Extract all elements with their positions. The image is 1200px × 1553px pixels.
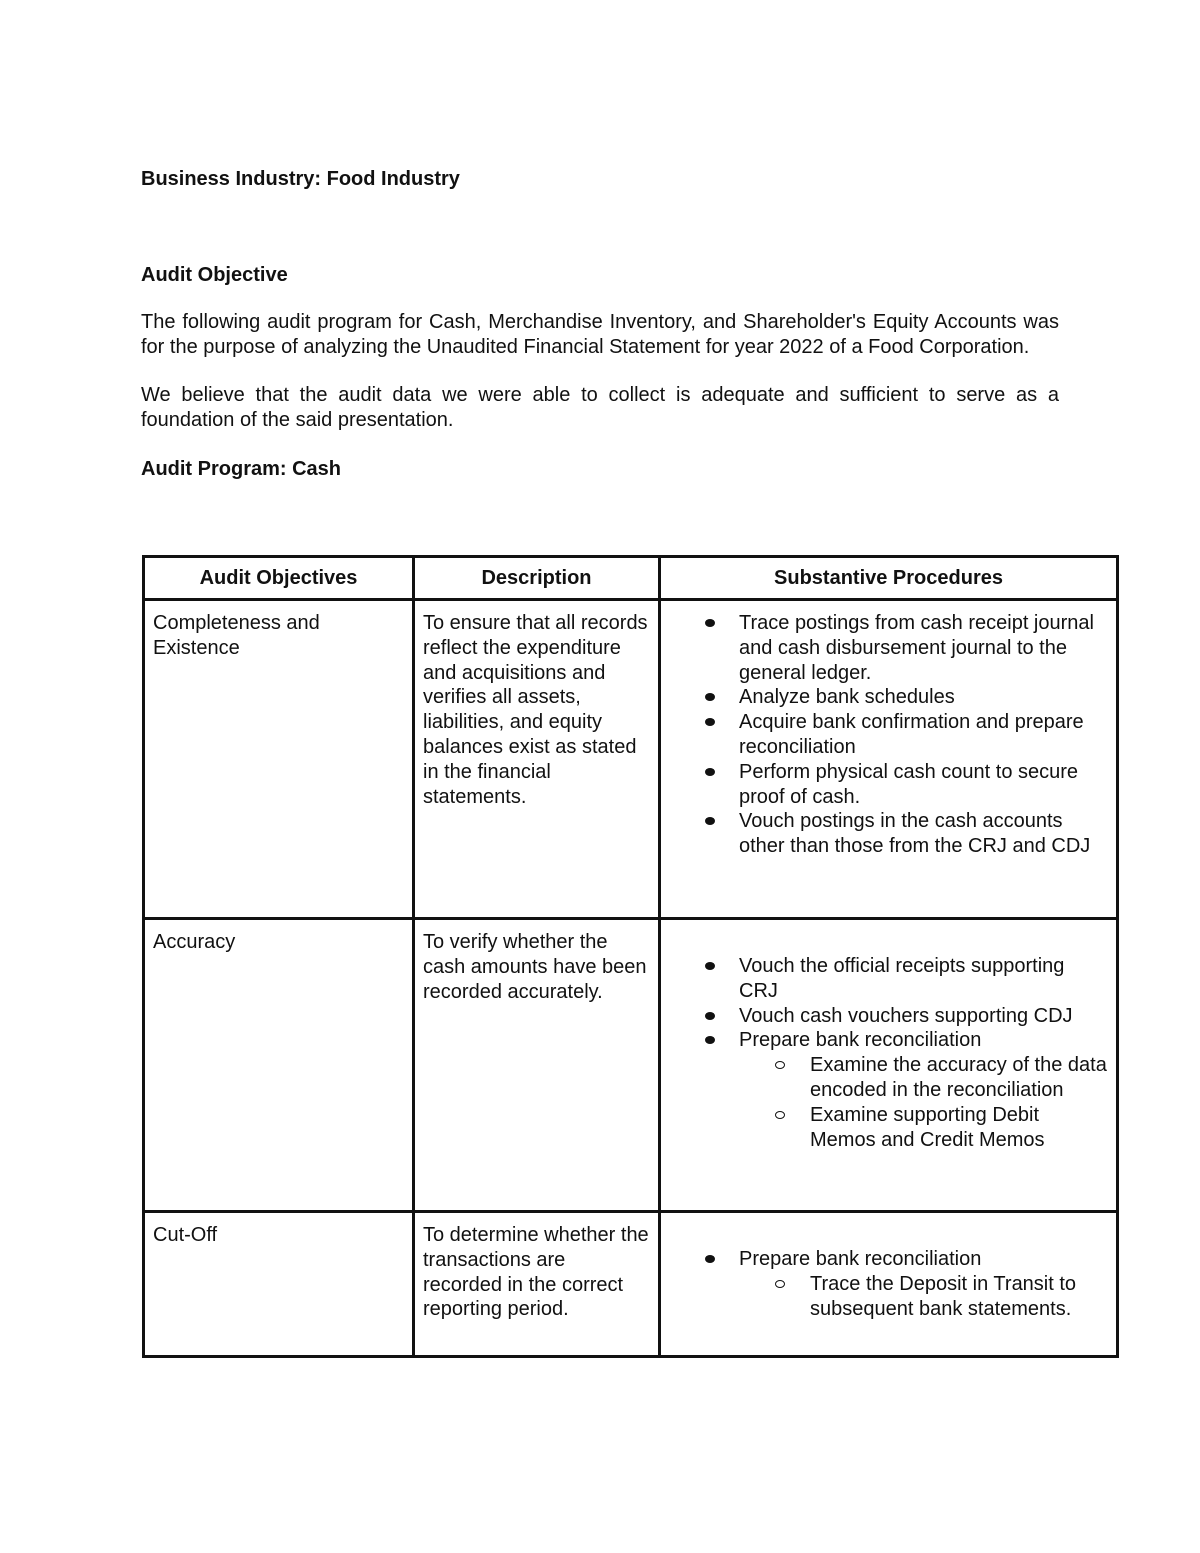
description-cell: To determine whether the transactions are recorded in the correct reporting period.	[414, 1212, 660, 1357]
sub-procedure-item: Examine supporting Debit Memos and Credit Memos	[810, 1103, 1107, 1153]
procedure-list	[669, 1247, 1107, 1321]
procedure-item	[739, 1247, 1107, 1321]
procedures-cell	[660, 919, 1118, 1212]
procedure-item: Perform physical cash count to secure proof of cash.	[739, 760, 1107, 810]
procedure-list	[669, 611, 1107, 859]
procedure-item: Trace postings from cash receipt journal and cash disbursement journal to the general ledger.	[739, 611, 1107, 685]
sub-procedure-list	[739, 1053, 1107, 1152]
procedures-cell	[660, 600, 1118, 919]
objective-cell: Completeness and Existence	[144, 600, 414, 919]
belief-paragraph: We believe that the audit data we were able to collect is adequate and sufficient to serve as a foundation of the said presentation.	[141, 384, 1059, 431]
header-description: Description	[414, 557, 660, 600]
table-row	[144, 919, 1118, 1212]
procedure-item: Vouch the official receipts supporting CRJ	[739, 954, 1107, 1004]
procedure-list	[669, 954, 1107, 1152]
procedure-item	[739, 1028, 1107, 1152]
header-audit-objectives: Audit Objectives	[144, 557, 414, 600]
objective-cell: Accuracy	[144, 919, 414, 1212]
procedure-item-text: Prepare bank reconciliation	[739, 1029, 982, 1052]
table-row	[144, 600, 1118, 919]
audit-program-table	[142, 555, 1119, 1358]
procedures-cell	[660, 1212, 1118, 1357]
procedure-item: Vouch postings in the cash accounts other than those from the CRJ and CDJ	[739, 809, 1107, 859]
procedure-item-text: Prepare bank reconciliation	[739, 1248, 982, 1270]
objective-cell: Cut-Off	[144, 1212, 414, 1357]
procedure-item: Analyze bank schedules	[739, 685, 1107, 710]
description-cell: To ensure that all records reflect the expenditure and acquisitions and verifies all assets, liabilities, and equity balances exist as stated in the financial statements.	[414, 600, 660, 919]
header-substantive-procedures: Substantive Procedures	[660, 557, 1118, 600]
table-header-row	[144, 557, 1118, 600]
sub-procedure-item: Examine the accuracy of the data encoded in the reconciliation	[810, 1054, 1107, 1101]
document-body	[141, 166, 1059, 530]
sub-procedure-list	[739, 1272, 1107, 1322]
table-row	[144, 1212, 1118, 1357]
description-cell: To verify whether the cash amounts have been recorded accurately.	[414, 919, 660, 1212]
sub-procedure-item: Trace the Deposit in Transit to subsequent bank statements.	[810, 1272, 1107, 1322]
intro-paragraph: The following audit program for Cash, Merchandise Inventory, and Shareholder's Equity Accounts was for the purpose of analyzing the Unaudited Financial Statement for year 2022 of a Food Corporation.	[141, 311, 1059, 358]
audit-program-heading: Audit Program: Cash	[141, 458, 342, 480]
audit-objective-heading: Audit Objective	[141, 264, 288, 286]
procedure-item: Vouch cash vouchers supporting CDJ	[739, 1004, 1107, 1029]
business-industry-heading: Business Industry: Food Industry	[141, 168, 460, 190]
procedure-item: Acquire bank confirmation and prepare reconciliation	[739, 710, 1107, 760]
